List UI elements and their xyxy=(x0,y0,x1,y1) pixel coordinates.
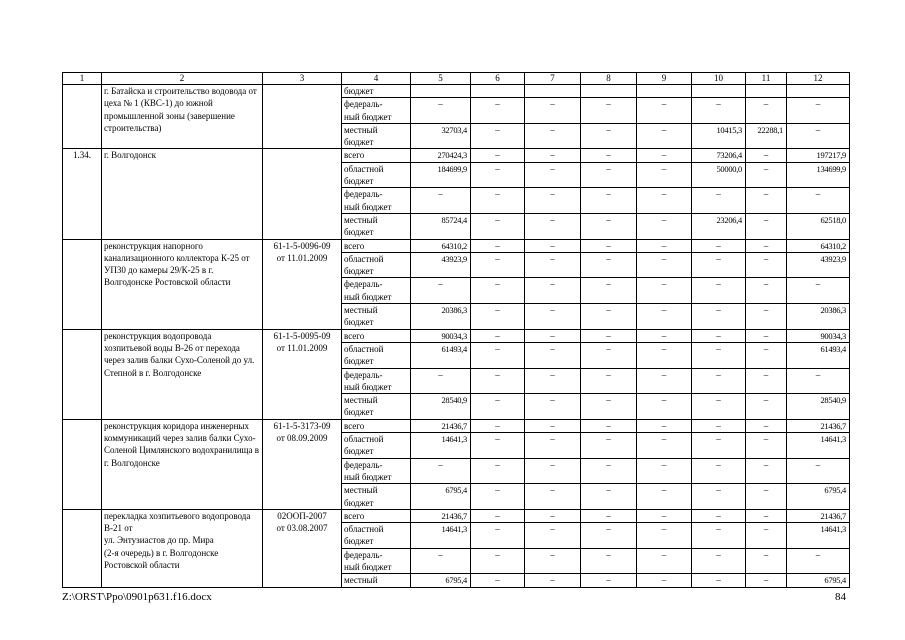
document-code-text: 61-1-5-3173-09 от 08.09.2009 xyxy=(273,420,331,444)
amount-cell: – xyxy=(581,123,637,149)
amount-cell: – xyxy=(411,188,471,214)
amount-cell: – xyxy=(746,188,787,214)
amount-cell: – xyxy=(471,548,525,574)
amount-cell xyxy=(787,85,850,98)
item-number xyxy=(63,239,102,329)
amount-cell: – xyxy=(525,149,581,162)
footer-file-path: Z:\ORST\Ppo\0901p631.f16.docx xyxy=(62,591,212,603)
document-code xyxy=(263,329,342,419)
budget-source xyxy=(342,419,411,432)
amount-cell: – xyxy=(581,368,637,394)
amount-cell: 85724,4 xyxy=(411,213,471,239)
column-number: 11 xyxy=(746,73,787,85)
budget-source xyxy=(342,149,411,162)
amount-cell: – xyxy=(525,523,581,549)
amount-cell: – xyxy=(692,548,746,574)
amount-cell: 20386,3 xyxy=(787,304,850,330)
amount-cell: – xyxy=(637,278,692,304)
object-name-text: реконструкция водопровода хозпитьевой воды В-26 от перехода через залив балки Сухо-Соленой до ул. Степной в г. Волгодонске xyxy=(104,330,255,378)
amount-cell: 61493,4 xyxy=(787,342,850,368)
amount-cell: – xyxy=(787,98,850,124)
amount-cell: – xyxy=(581,523,637,549)
amount-cell: – xyxy=(471,149,525,162)
column-number: 10 xyxy=(692,73,746,85)
amount-cell: 14641,3 xyxy=(787,523,850,549)
budget-source xyxy=(342,548,411,574)
amount-cell: – xyxy=(746,433,787,459)
amount-cell: – xyxy=(411,98,471,124)
budget-table xyxy=(62,72,850,588)
amount-cell: – xyxy=(692,458,746,484)
object-name xyxy=(102,239,263,329)
amount-cell: – xyxy=(581,458,637,484)
amount-cell: – xyxy=(746,278,787,304)
amount-cell: – xyxy=(746,523,787,549)
amount-cell: – xyxy=(525,484,581,510)
budget-source-text: федераль- ный бюджет xyxy=(344,369,392,392)
amount-cell: 43923,9 xyxy=(411,252,471,278)
amount-cell: 21436,7 xyxy=(787,419,850,432)
amount-cell: – xyxy=(787,123,850,149)
object-name-text: реконструкция коридора инженерных коммуникаций через залив балки Сухо-Соленой Цимлянского водохранилища в г. Волгодонске xyxy=(104,420,259,468)
document-code-text: 61-1-5-0095-09 от 11.01.2009 xyxy=(273,330,331,353)
budget-source xyxy=(342,162,411,188)
amount-cell: – xyxy=(692,304,746,330)
amount-cell: 50000,0 xyxy=(692,162,746,188)
column-number-row xyxy=(63,73,850,85)
object-name-text: перекладка хозпитьевого водопровода В-21 от ул. Энтузиастов до пр. Мира (2-я очередь) в г. Волгодонске Ростовской области xyxy=(104,510,251,570)
amount-cell: – xyxy=(471,419,525,432)
amount-cell: – xyxy=(471,304,525,330)
amount-cell: – xyxy=(787,188,850,214)
budget-source xyxy=(342,509,411,522)
amount-cell: – xyxy=(471,458,525,484)
amount-cell: – xyxy=(637,523,692,549)
amount-cell: – xyxy=(525,509,581,522)
amount-cell: 64310,2 xyxy=(787,239,850,252)
table-row xyxy=(63,509,850,522)
amount-cell: – xyxy=(471,188,525,214)
amount-cell: – xyxy=(692,484,746,510)
amount-cell: – xyxy=(581,213,637,239)
budget-source-text: областной бюджет xyxy=(344,524,384,547)
budget-source-text: областной бюджет xyxy=(344,253,384,277)
budget-source-text: областной бюджет xyxy=(344,343,384,367)
budget-source-text: местный бюджет xyxy=(344,214,378,238)
amount-cell: – xyxy=(692,433,746,459)
amount-cell: 6795,4 xyxy=(411,574,471,587)
amount-cell: – xyxy=(746,149,787,162)
amount-cell: – xyxy=(692,523,746,549)
table-row xyxy=(63,329,850,342)
amount-cell: – xyxy=(581,574,637,587)
amount-cell xyxy=(637,85,692,98)
budget-source-text: бюджет xyxy=(344,86,374,96)
column-number: 1 xyxy=(63,73,102,85)
amount-cell: – xyxy=(525,394,581,420)
amount-cell: 6795,4 xyxy=(787,484,850,510)
budget-source-text: местный бюджет xyxy=(344,395,378,418)
object-name-text: реконструкция напорного канализационного коллектора К-25 от УП30 до камеры 29/К-25 в г. Волгодонске Ростовской области xyxy=(104,240,250,288)
amount-cell: – xyxy=(746,162,787,188)
amount-cell: – xyxy=(637,419,692,432)
amount-cell: – xyxy=(581,304,637,330)
item-number xyxy=(63,419,102,509)
amount-cell: 20386,3 xyxy=(411,304,471,330)
amount-cell: – xyxy=(692,98,746,124)
amount-cell: 6795,4 xyxy=(411,484,471,510)
amount-cell: – xyxy=(581,484,637,510)
amount-cell: – xyxy=(525,368,581,394)
amount-cell: 64310,2 xyxy=(411,239,471,252)
amount-cell: – xyxy=(581,98,637,124)
amount-cell xyxy=(471,85,525,98)
amount-cell: 28540,9 xyxy=(787,394,850,420)
amount-cell: 62518,0 xyxy=(787,213,850,239)
amount-cell: 21436,7 xyxy=(411,509,471,522)
amount-cell: – xyxy=(637,329,692,342)
amount-cell: – xyxy=(581,342,637,368)
amount-cell: 90034,3 xyxy=(787,329,850,342)
object-name-text: г. Батайска и строительство водовода от цеха № 1 (КВС-1) до южной промышленной зоны (завершение строительства) xyxy=(104,86,257,133)
amount-cell: – xyxy=(471,239,525,252)
amount-cell: 197217,9 xyxy=(787,149,850,162)
budget-source xyxy=(342,278,411,304)
budget-source xyxy=(342,433,411,459)
budget-source xyxy=(342,98,411,124)
amount-cell: – xyxy=(637,368,692,394)
amount-cell: – xyxy=(471,368,525,394)
amount-cell: – xyxy=(637,98,692,124)
column-number: 8 xyxy=(581,73,637,85)
budget-source xyxy=(342,304,411,330)
object-name xyxy=(102,509,263,587)
budget-source xyxy=(342,213,411,239)
amount-cell: 23206,4 xyxy=(692,213,746,239)
amount-cell: 184699,9 xyxy=(411,162,471,188)
amount-cell: – xyxy=(746,239,787,252)
amount-cell xyxy=(746,85,787,98)
amount-cell: – xyxy=(581,419,637,432)
budget-source-text: федераль- ный бюджет xyxy=(344,549,392,572)
amount-cell: – xyxy=(746,329,787,342)
amount-cell xyxy=(581,85,637,98)
item-number xyxy=(63,85,102,149)
amount-cell: – xyxy=(581,252,637,278)
amount-cell: – xyxy=(637,394,692,420)
amount-cell: – xyxy=(471,213,525,239)
budget-source xyxy=(342,368,411,394)
budget-source xyxy=(342,523,411,549)
amount-cell: 134699,9 xyxy=(787,162,850,188)
column-number: 4 xyxy=(342,73,411,85)
amount-cell: – xyxy=(637,149,692,162)
document-code-text: 02ООП-2007 от 03.08.2007 xyxy=(276,510,328,534)
budget-source xyxy=(342,85,411,98)
document-code xyxy=(263,239,342,329)
budget-source xyxy=(342,342,411,368)
amount-cell: – xyxy=(581,548,637,574)
amount-cell: – xyxy=(525,213,581,239)
amount-cell: 14641,3 xyxy=(411,433,471,459)
amount-cell: – xyxy=(787,458,850,484)
amount-cell: – xyxy=(637,239,692,252)
amount-cell: – xyxy=(471,342,525,368)
amount-cell: – xyxy=(471,574,525,587)
amount-cell: – xyxy=(581,162,637,188)
item-number: 1.34. xyxy=(63,149,102,239)
budget-source-text: местный бюджет xyxy=(344,305,378,328)
amount-cell: – xyxy=(525,433,581,459)
amount-cell: – xyxy=(746,394,787,420)
amount-cell: – xyxy=(525,239,581,252)
object-name xyxy=(102,419,263,509)
table-row xyxy=(63,149,850,162)
amount-cell: – xyxy=(637,342,692,368)
amount-cell: – xyxy=(746,484,787,510)
document-code xyxy=(263,85,342,149)
amount-cell: 14641,3 xyxy=(787,433,850,459)
column-number: 12 xyxy=(787,73,850,85)
amount-cell: – xyxy=(637,548,692,574)
amount-cell: 73206,4 xyxy=(692,149,746,162)
amount-cell: 14641,3 xyxy=(411,523,471,549)
budget-source-text: местный xyxy=(344,575,378,586)
document-code-text: 61-1-5-0096-09 от 11.01.2009 xyxy=(273,240,331,263)
amount-cell: – xyxy=(525,342,581,368)
amount-cell: – xyxy=(637,574,692,587)
amount-cell: – xyxy=(746,419,787,432)
amount-cell: – xyxy=(525,278,581,304)
amount-cell: – xyxy=(692,574,746,587)
budget-source-text: федераль- ный бюджет xyxy=(344,279,392,302)
column-number: 2 xyxy=(102,73,263,85)
amount-cell: – xyxy=(637,509,692,522)
amount-cell: – xyxy=(411,278,471,304)
amount-cell: – xyxy=(525,252,581,278)
amount-cell: – xyxy=(692,368,746,394)
amount-cell: – xyxy=(411,548,471,574)
budget-source-text: всего xyxy=(344,330,365,341)
amount-cell: – xyxy=(525,304,581,330)
amount-cell: – xyxy=(692,239,746,252)
budget-source-text: всего xyxy=(344,510,365,521)
budget-source xyxy=(342,239,411,252)
amount-cell: 32703,4 xyxy=(411,123,471,149)
amount-cell: – xyxy=(692,252,746,278)
amount-cell: – xyxy=(471,98,525,124)
amount-cell: – xyxy=(581,509,637,522)
amount-cell: – xyxy=(746,252,787,278)
amount-cell: 61493,4 xyxy=(411,342,471,368)
table-row xyxy=(63,85,850,98)
document-code xyxy=(263,149,342,239)
budget-source-text: всего xyxy=(344,240,365,251)
object-name xyxy=(102,149,263,239)
amount-cell: – xyxy=(581,149,637,162)
amount-cell: – xyxy=(471,278,525,304)
amount-cell: – xyxy=(746,98,787,124)
amount-cell: – xyxy=(637,433,692,459)
amount-cell: – xyxy=(525,458,581,484)
amount-cell: – xyxy=(471,394,525,420)
amount-cell: – xyxy=(581,394,637,420)
amount-cell: – xyxy=(637,123,692,149)
amount-cell: – xyxy=(471,433,525,459)
amount-cell: – xyxy=(411,368,471,394)
amount-cell: – xyxy=(411,458,471,484)
budget-source-text: областной бюджет xyxy=(344,163,384,187)
amount-cell: – xyxy=(471,252,525,278)
column-number: 7 xyxy=(525,73,581,85)
amount-cell: – xyxy=(692,509,746,522)
amount-cell: – xyxy=(471,509,525,522)
amount-cell: 90034,3 xyxy=(411,329,471,342)
amount-cell: 28540,9 xyxy=(411,394,471,420)
amount-cell: – xyxy=(692,342,746,368)
amount-cell xyxy=(411,85,471,98)
budget-source-text: всего xyxy=(344,420,365,431)
column-number: 6 xyxy=(471,73,525,85)
table-row xyxy=(63,239,850,252)
budget-source-text: местный бюджет xyxy=(344,485,378,508)
table-row xyxy=(63,419,850,432)
amount-cell: 21436,7 xyxy=(787,509,850,522)
budget-source-text: федераль- ный бюджет xyxy=(344,459,392,482)
budget-source xyxy=(342,123,411,149)
amount-cell: – xyxy=(787,548,850,574)
amount-cell: – xyxy=(746,458,787,484)
budget-source xyxy=(342,252,411,278)
object-name-text: г. Волгодонск xyxy=(104,150,157,161)
amount-cell: – xyxy=(637,162,692,188)
amount-cell: – xyxy=(525,574,581,587)
amount-cell: 10415,3 xyxy=(692,123,746,149)
amount-cell: – xyxy=(471,123,525,149)
amount-cell: – xyxy=(692,329,746,342)
budget-source-text: федераль- ный бюджет xyxy=(344,189,392,212)
column-number: 3 xyxy=(263,73,342,85)
amount-cell: – xyxy=(692,419,746,432)
amount-cell: 6795,4 xyxy=(787,574,850,587)
amount-cell: – xyxy=(525,162,581,188)
amount-cell: – xyxy=(746,342,787,368)
column-number: 9 xyxy=(637,73,692,85)
budget-source xyxy=(342,574,411,587)
amount-cell: – xyxy=(471,523,525,549)
budget-source xyxy=(342,458,411,484)
amount-cell: – xyxy=(692,394,746,420)
document-code xyxy=(263,509,342,587)
budget-source-text: всего xyxy=(344,150,365,161)
amount-cell: – xyxy=(746,509,787,522)
amount-cell: – xyxy=(581,188,637,214)
amount-cell: – xyxy=(746,213,787,239)
amount-cell: – xyxy=(637,213,692,239)
amount-cell: – xyxy=(525,188,581,214)
amount-cell: – xyxy=(692,188,746,214)
amount-cell: – xyxy=(746,548,787,574)
amount-cell: – xyxy=(637,304,692,330)
amount-cell: – xyxy=(525,548,581,574)
amount-cell: – xyxy=(525,98,581,124)
amount-cell: – xyxy=(471,484,525,510)
amount-cell: – xyxy=(471,329,525,342)
object-name xyxy=(102,329,263,419)
amount-cell: – xyxy=(581,278,637,304)
amount-cell: – xyxy=(787,278,850,304)
amount-cell: – xyxy=(746,574,787,587)
budget-source-text: местный бюджет xyxy=(344,124,378,148)
amount-cell: – xyxy=(471,162,525,188)
amount-cell: – xyxy=(746,304,787,330)
budget-source xyxy=(342,329,411,342)
amount-cell: – xyxy=(637,188,692,214)
budget-source xyxy=(342,394,411,420)
amount-cell: 43923,9 xyxy=(787,252,850,278)
item-number xyxy=(63,509,102,587)
budget-source-text: областной бюджет xyxy=(344,434,384,457)
amount-cell: – xyxy=(787,368,850,394)
amount-cell: – xyxy=(581,329,637,342)
object-name xyxy=(102,85,263,149)
amount-cell: – xyxy=(581,239,637,252)
amount-cell: – xyxy=(525,123,581,149)
amount-cell: 21436,7 xyxy=(411,419,471,432)
budget-source xyxy=(342,484,411,510)
amount-cell: – xyxy=(581,433,637,459)
amount-cell: – xyxy=(637,484,692,510)
item-number xyxy=(63,329,102,419)
page-number: 84 xyxy=(835,591,846,603)
amount-cell: – xyxy=(525,329,581,342)
amount-cell xyxy=(692,85,746,98)
amount-cell: – xyxy=(746,368,787,394)
column-number: 5 xyxy=(411,73,471,85)
document-code xyxy=(263,419,342,509)
amount-cell: 22288,1 xyxy=(746,123,787,149)
amount-cell: – xyxy=(637,458,692,484)
budget-source-text: федераль- ный бюджет xyxy=(344,99,392,122)
amount-cell: – xyxy=(637,252,692,278)
amount-cell xyxy=(525,85,581,98)
amount-cell: 270424,3 xyxy=(411,149,471,162)
amount-cell: – xyxy=(692,278,746,304)
amount-cell: – xyxy=(525,419,581,432)
budget-source xyxy=(342,188,411,214)
